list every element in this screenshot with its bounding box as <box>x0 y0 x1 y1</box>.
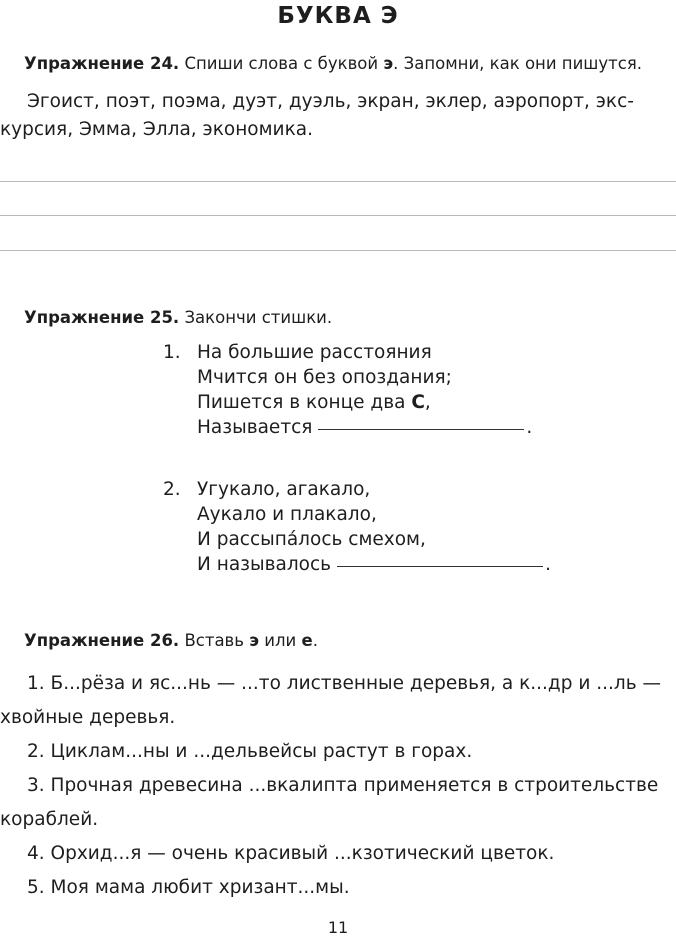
exercise-24-instruction: Спиши слова с буквой <box>179 54 384 73</box>
poem-1-period: . <box>526 417 533 438</box>
poem-2-number: 2. <box>163 479 181 500</box>
exercise-26-instruction: Вставь <box>179 631 250 650</box>
task-5: 5. Моя мама любит хризант...мы. <box>27 877 350 898</box>
exercise-25-instruction: Закончи стишки. <box>179 308 333 327</box>
exercise-24-letter: э <box>383 54 394 73</box>
exercise-26-instruction-end: . <box>312 631 318 650</box>
exercise-26-letter-e2: е <box>301 631 313 650</box>
exercise-26-instruction-or: или <box>259 631 302 650</box>
exercise-24-label: Упражнение 24. <box>24 54 180 73</box>
poem-2-line-2: Аукало и плакало, <box>197 504 377 525</box>
poem-1-line-2: Мчится он без опоздания; <box>197 367 452 388</box>
task-3-line-1: 3. Прочная древесина ...вкалипта применяется в строительстве <box>27 775 659 796</box>
answer-blank-1[interactable] <box>318 415 524 430</box>
poem-2-line-4: И называлось <box>197 554 332 575</box>
page-number: 11 <box>327 918 349 937</box>
poem-2-line-1: Угукало, агакало, <box>197 479 371 500</box>
poem-2-period: . <box>545 554 551 575</box>
exercise-24-words-line-2: курсия, Эмма, Элла, экономика. <box>0 119 313 140</box>
exercise-24-words-line-1: Эгоист, поэт, поэма, дуэт, дуэль, экран, эклер, аэропорт, экс- <box>27 91 634 112</box>
task-3-line-2: кораблей. <box>0 809 99 830</box>
writing-line[interactable] <box>0 215 676 216</box>
poem-2-line-3: И рассыпа́лось смехом, <box>197 529 426 550</box>
answer-blank-2[interactable] <box>337 552 543 567</box>
poem-2 <box>163 477 551 577</box>
poem-1-line-4: Называется <box>197 417 313 438</box>
poem-1-number: 1. <box>163 342 181 363</box>
poem-1 <box>163 340 532 440</box>
exercise-25-heading <box>24 307 332 329</box>
exercise-26-label: Упражнение 26. <box>24 631 180 650</box>
task-4: 4. Орхид...я — очень красивый ...кзотический цветок. <box>27 843 555 864</box>
exercise-26-letter-e1: э <box>249 631 260 650</box>
exercise-24-heading <box>24 53 642 75</box>
page-title: БУКВА Э <box>277 3 399 29</box>
task-2: 2. Циклам...ны и ...дельвейсы растут в горах. <box>27 741 473 762</box>
exercise-25-label: Упражнение 25. <box>24 308 180 327</box>
exercise-24-instruction-end: . Запомни, как они пишутся. <box>393 54 643 73</box>
poem-1-line-1: На большие расстояния <box>197 342 432 363</box>
poem-1-line-3: Пишется в конце два С, <box>197 392 431 413</box>
exercise-26-heading <box>24 630 318 652</box>
writing-line[interactable] <box>0 250 676 251</box>
writing-line[interactable] <box>0 181 676 182</box>
task-1-line-1: 1. Б...рёза и яс...нь — ...то лиственные деревья, а к...др и ...ль — <box>27 673 662 694</box>
task-1-line-2: хвойные деревья. <box>0 707 176 728</box>
exercise-26-tasks <box>0 668 676 904</box>
